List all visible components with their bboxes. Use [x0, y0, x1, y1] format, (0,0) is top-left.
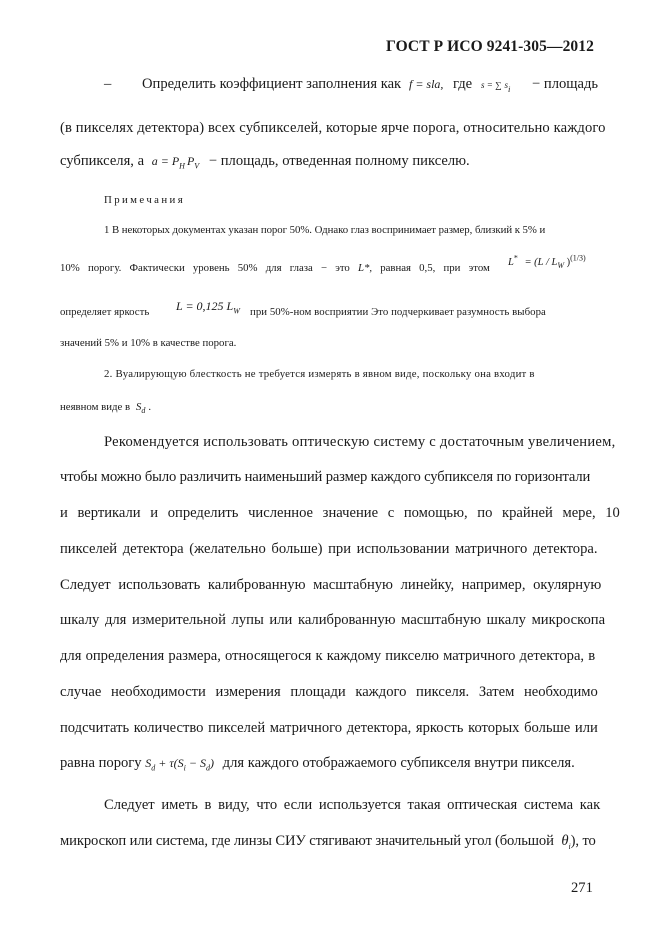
para2-line6: шкалу для измерительной лупы или калиброванную масштабную шкалу микроскопа: [60, 612, 606, 628]
para2-line8: случае необходимости измерения площади каждого пикселя. Затем необходимо: [60, 684, 598, 700]
para3-line2: микроскоп или система, где линзы СИУ стягивают значительный угол (большой $\theta_i$), то: [60, 833, 596, 851]
page-header: ГОСТ Р ИСО 9241-305—2012: [386, 38, 594, 55]
formula-l-0125: L = 0,125 $L_W$: [176, 299, 240, 316]
para2-line5: Следует использовать калиброванную масштабную линейку, например, окулярную: [60, 577, 602, 593]
para1-gde: где: [453, 76, 473, 92]
para2-line7: для определения размера, относящегося к каждому пикселю матричного детектора, в: [60, 648, 596, 664]
para2-line2: чтобы можно было различить наименьший размер каждого субпикселя по горизонтали: [60, 469, 591, 485]
para2-line9: подсчитать количество пикселей матричного детектора, яркость которых больше или: [60, 720, 598, 736]
para2-line10: равна порогу $S_d + \tau(S_i - S_d)$ для каждого отображаемого субпикселя внутри пикселя.: [60, 755, 575, 773]
note1-line4: значений 5% и 10% в качестве порога.: [60, 337, 237, 349]
formula-lstar: $L^* = (L / L_W$ )$^{(1/3)}$: [508, 253, 586, 271]
notes-title: Примечания: [104, 194, 186, 206]
para3-line1: Следует иметь в виду, что если используется такая оптическая система как: [104, 797, 601, 813]
para1-line3: субпикселя, а $a = P_H$ $P_V$ − площадь, отведенная полному пикселю.: [60, 153, 470, 171]
para1-line1-text: Определить коэффициент заполнения как: [142, 76, 402, 92]
para2-line4: пикселей детектора (желательно больше) при использовании матричного детектора.: [60, 541, 598, 557]
formula-f: f = sla,: [409, 77, 444, 91]
page-number: 271: [571, 880, 593, 896]
note2-line2: неявном виде в $S_d$ .: [60, 401, 152, 416]
formula-a: $a = P_H$ $P_V$: [151, 154, 200, 171]
note2-line1: 2. Вуалирующую блесткость не требуется измерять в явном виде, поскольку она входит в: [104, 368, 535, 380]
para2-line3: и вертикали и определить численное значение с помощью, по крайней мере, 10: [60, 505, 620, 521]
note1-line3-start: определяет яркость: [60, 306, 150, 318]
formula-s-sum: s = ∑ $s_i$: [481, 80, 511, 95]
para1-line2: (в пикселях детектора) всех субпикселей, которые ярче порога, относительно каждого: [60, 120, 606, 136]
note1-line3-end: при 50%-ном восприятии Это подчеркивает разумность выбора: [250, 306, 546, 318]
note1-line2: 10% порогу. Фактически уровень 50% для глаза − это L*, равная 0,5, при этом: [60, 262, 490, 274]
formula-threshold: $S_d + \tau(S_i - S_d)$: [145, 756, 214, 773]
para2-line1: Рекомендуется использовать оптическую систему с достаточным увеличением,: [104, 434, 616, 450]
list-dash: –: [104, 76, 112, 92]
note1-line1: 1 В некоторых документах указан порог 50%. Однако глаз воспринимает размер, близкий к 5% и: [104, 224, 546, 236]
para1-line1-tail: − площадь: [532, 76, 599, 92]
